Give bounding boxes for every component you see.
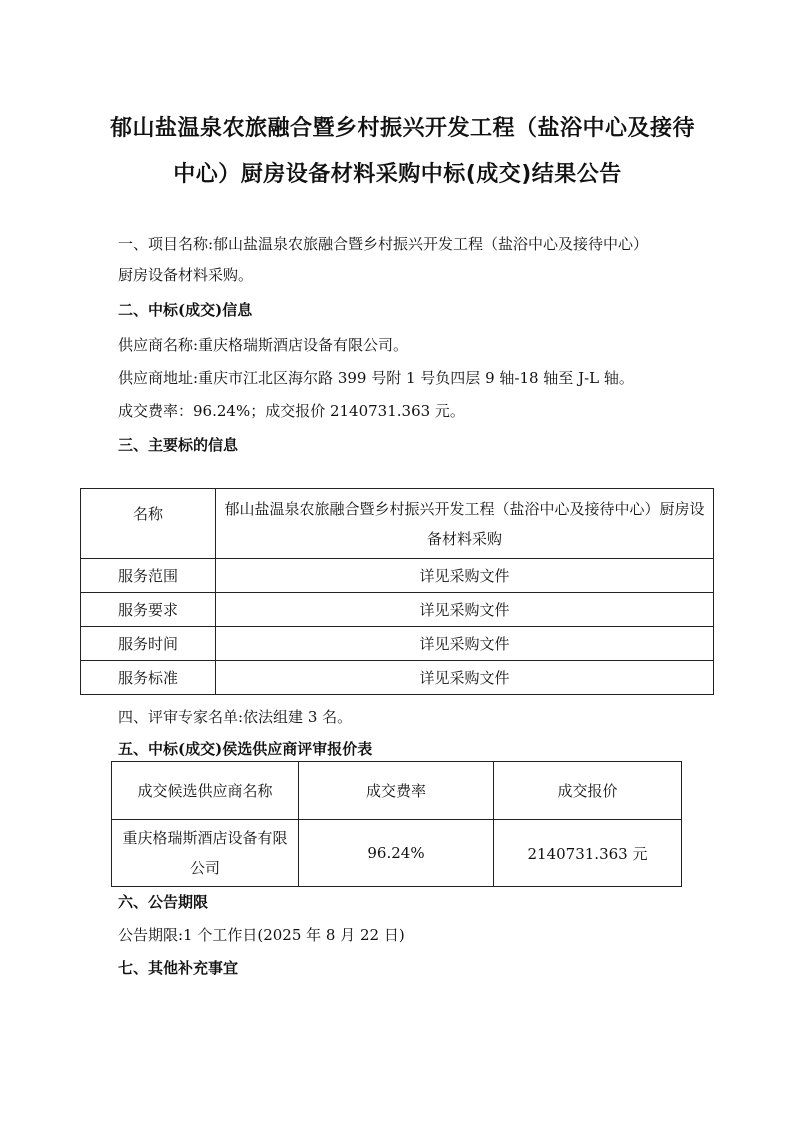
cell-supplier: 重庆格瑞斯酒店设备有限公司 bbox=[112, 820, 299, 887]
table-row bbox=[81, 593, 714, 627]
table-cell-value: 详见采购文件 bbox=[216, 661, 714, 695]
table-row bbox=[81, 661, 714, 695]
table-cell-label: 服务时间 bbox=[81, 627, 216, 661]
table-cell-value: 详见采购文件 bbox=[216, 593, 714, 627]
announcement-period: 公告期限:1 个工作日(2025 年 8 月 22 日) bbox=[118, 926, 405, 944]
supplier-address: 供应商地址:重庆市江北区海尔路 399 号附 1 号负四层 9 轴-18 轴至 J-L 轴。 bbox=[118, 369, 634, 387]
section-3-heading: 三、主要标的信息 bbox=[118, 436, 239, 454]
table-cell-value: 详见采购文件 bbox=[216, 559, 714, 593]
project-name-line-2: 厨房设备材料采购。 bbox=[118, 266, 254, 284]
rate-and-price: 成交费率：96.24%；成交报价 2140731.363 元。 bbox=[118, 402, 465, 420]
section-2-heading: 二、中标(成交)信息 bbox=[118, 301, 253, 319]
table-header-row bbox=[112, 762, 682, 820]
table-row bbox=[81, 627, 714, 661]
title-line-2: 中心）厨房设备材料采购中标(成交)结果公告 bbox=[173, 162, 622, 187]
main-subject-table bbox=[80, 488, 714, 695]
table-row bbox=[112, 820, 682, 887]
title-line-1: 郁山盐温泉农旅融合暨乡村振兴开发工程（盐浴中心及接待 bbox=[110, 116, 696, 141]
table-cell-label: 名称 bbox=[81, 489, 216, 559]
cell-rate: 96.24% bbox=[299, 820, 494, 887]
table-cell-label: 服务标准 bbox=[81, 661, 216, 695]
header-cell-supplier: 成交候选供应商名称 bbox=[112, 762, 299, 820]
section-4-experts: 四、评审专家名单:依法组建 3 名。 bbox=[118, 708, 353, 726]
header-cell-price: 成交报价 bbox=[494, 762, 682, 820]
cell-price: 2140731.363 元 bbox=[494, 820, 682, 887]
table-row bbox=[81, 559, 714, 593]
header-cell-rate: 成交费率 bbox=[299, 762, 494, 820]
table-cell-label: 服务要求 bbox=[81, 593, 216, 627]
table-row bbox=[81, 489, 714, 559]
supplier-name: 供应商名称:重庆格瑞斯酒店设备有限公司。 bbox=[118, 336, 409, 354]
document-title bbox=[110, 106, 696, 198]
bid-evaluation-table bbox=[111, 761, 682, 887]
section-6-heading: 六、公告期限 bbox=[118, 893, 209, 911]
table-cell-value: 郁山盐温泉农旅融合暨乡村振兴开发工程（盐浴中心及接待中心）厨房设备材料采购 bbox=[216, 489, 714, 559]
table-cell-label: 服务范围 bbox=[81, 559, 216, 593]
table-cell-value: 详见采购文件 bbox=[216, 627, 714, 661]
section-7-heading: 七、其他补充事宜 bbox=[118, 959, 239, 977]
section-5-heading: 五、中标(成交)侯选供应商评审报价表 bbox=[118, 740, 373, 758]
project-name-line-1: 一、项目名称:郁山盐温泉农旅融合暨乡村振兴开发工程（盐浴中心及接待中心） bbox=[118, 235, 649, 253]
